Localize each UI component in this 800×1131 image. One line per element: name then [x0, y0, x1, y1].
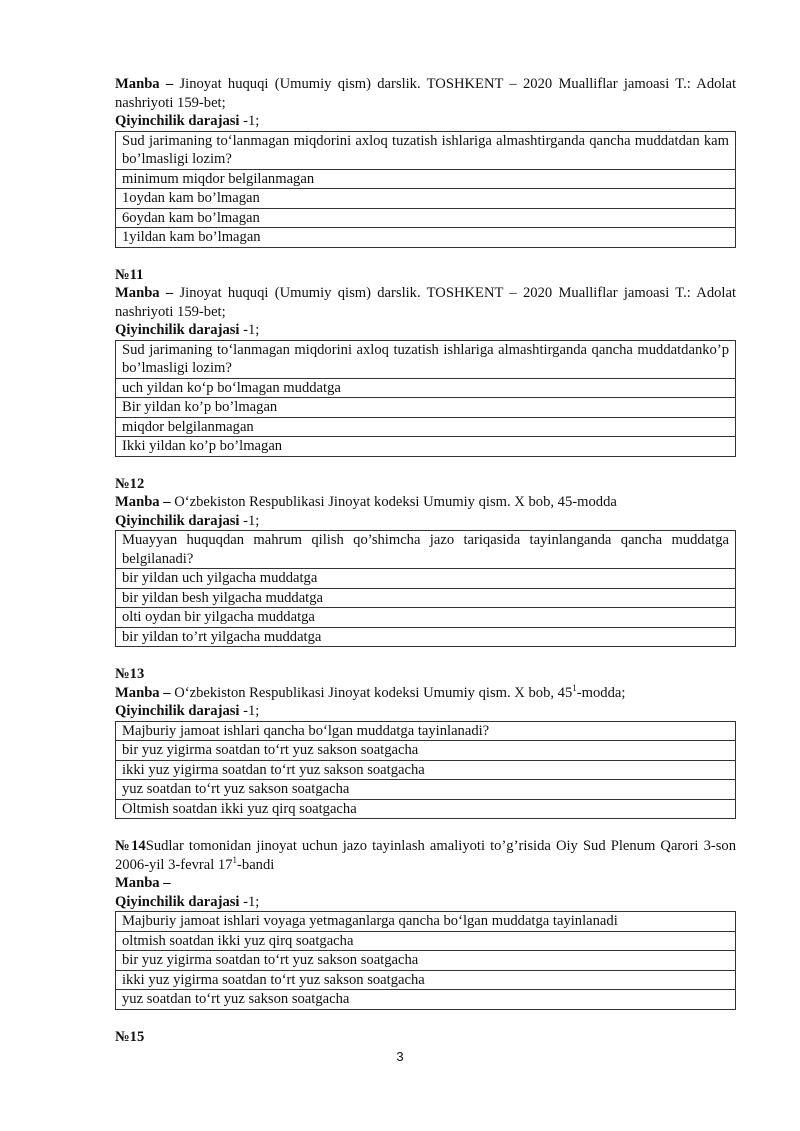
- difficulty-line: Qiyinchilik darajasi -1;: [115, 322, 260, 338]
- question-text: Sud jarimaning to‘lanmagan miqdorini axloq tuzatish ishlariga almashtirganda qancha muddatdan kam bo’lmasligi lozim?: [116, 131, 736, 169]
- answer-option: yuz soatdan to‘rt yuz sakson soatgacha: [116, 990, 736, 1010]
- question-block: [115, 75, 736, 248]
- answer-option: Ikki yildan ko’p bo’lmagan: [116, 437, 736, 457]
- question-block: [115, 837, 736, 1010]
- difficulty-line: Qiyinchilik darajasi -1;: [115, 113, 260, 129]
- answer-option: 6oydan kam bo’lmagan: [116, 208, 736, 228]
- answer-option: miqdor belgilanmagan: [116, 417, 736, 437]
- question-number: №12: [115, 475, 145, 492]
- source-line: Manba – O‘zbekiston Respublikasi Jinoyat kodeksi Umumiy qism. X bob, 45-modda: [115, 494, 617, 510]
- question-table: [115, 530, 736, 647]
- question-table: [115, 721, 736, 820]
- difficulty-line: Qiyinchilik darajasi -1;: [115, 893, 260, 910]
- answer-option: 1yildan kam bo’lmagan: [116, 228, 736, 248]
- answer-option: bir yildan to’rt yilgacha muddatga: [116, 627, 736, 647]
- question-block: [115, 1028, 736, 1047]
- question-table: [115, 340, 736, 457]
- difficulty-line: Qiyinchilik darajasi -1;: [115, 703, 260, 719]
- answer-option: uch yildan ko‘p bo‘lmagan muddatga: [116, 378, 736, 398]
- difficulty-line: Qiyinchilik darajasi -1;: [115, 512, 260, 529]
- answer-option: bir yuz yigirma soatdan to‘rt yuz sakson soatgacha: [116, 951, 736, 971]
- answer-option: ikki yuz yigirma soatdan to‘rt yuz sakson soatgacha: [116, 970, 736, 990]
- document-page: [115, 75, 736, 1064]
- answer-option: yuz soatdan to‘rt yuz sakson soatgacha: [116, 780, 736, 800]
- question-number: №15: [115, 1028, 145, 1045]
- source-line: Manba – O‘zbekiston Respublikasi Jinoyat kodeksi Umumiy qism. X bob, $45^1$-modda;: [115, 682, 626, 701]
- source-line: Manba – Jinoyat huquqi (Umumiy qism) darslik. TOSHKENT – 2020 Mualliflar jamoasi T.: Adolat nashriyoti 159-bet;: [115, 285, 737, 320]
- question-heading: №14Sudlar tomonidan jinoyat uchun jazo tayinlash amaliyoti to’g’risida Oiy Sud Plenum Qarori 3-son 2006-yil 3-fevral $17^1$-bandi: [115, 838, 736, 873]
- question-block: [115, 475, 736, 648]
- answer-option: bir yildan besh yilgacha muddatga: [116, 588, 736, 608]
- question-text: Sud jarimaning to‘lanmagan miqdorini axloq tuzatish ishlariga almashtirganda qancha muddatdanko’p bo’lmasligi lozim?: [116, 340, 736, 378]
- question-table: [115, 131, 736, 248]
- answer-option: Oltmish soatdan ikki yuz qirq soatgacha: [116, 799, 736, 819]
- answer-option: Bir yildan ko’p bo’lmagan: [116, 398, 736, 418]
- answer-option: bir yildan uch yilgacha muddatga: [116, 569, 736, 589]
- answer-option: bir yuz yigirma soatdan to‘rt yuz sakson soatgacha: [116, 741, 736, 761]
- source-line: Manba – Jinoyat huquqi (Umumiy qism) darslik. TOSHKENT – 2020 Mualliflar jamoasi T.: Adolat nashriyoti 159-bet;: [115, 76, 737, 111]
- question-table: [115, 911, 736, 1010]
- question-block: [115, 665, 736, 819]
- question-block: [115, 266, 736, 457]
- question-number: №13: [115, 666, 145, 682]
- source-line: Manba –: [115, 875, 171, 891]
- question-number: №11: [115, 266, 144, 283]
- page-number: 3: [396, 1049, 404, 1064]
- answer-option: olti oydan bir yilgacha muddatga: [116, 608, 736, 628]
- answer-option: minimum miqdor belgilanmagan: [116, 169, 736, 189]
- question-text: Muayyan huquqdan mahrum qilish qo’shimcha jazo tariqasida tayinlanganda qancha muddatga belgilanadi?: [116, 531, 736, 569]
- question-text: Majburiy jamoat ishlari qancha bo‘lgan muddatga tayinlanadi?: [116, 721, 736, 741]
- answer-option: 1oydan kam bo’lmagan: [116, 189, 736, 209]
- question-text: Majburiy jamoat ishlari voyaga yetmaganlarga qancha bo‘lgan muddatga tayinlanadi: [116, 912, 736, 932]
- answer-option: ikki yuz yigirma soatdan to‘rt yuz sakson soatgacha: [116, 760, 736, 780]
- answer-option: oltmish soatdan ikki yuz qirq soatgacha: [116, 931, 736, 951]
